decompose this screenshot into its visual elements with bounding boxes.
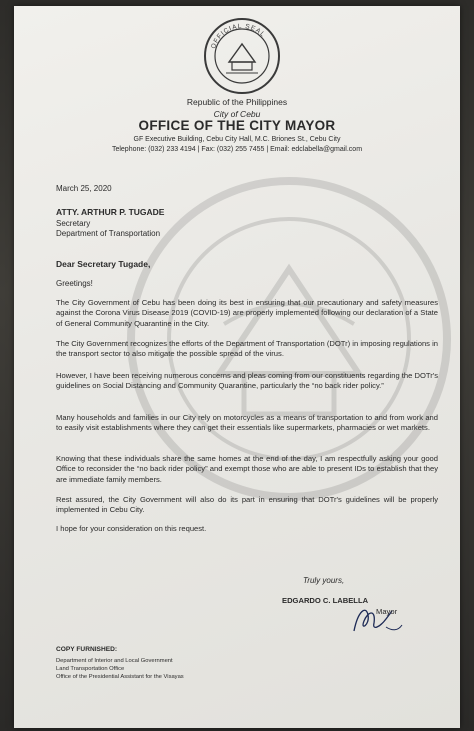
greeting: Greetings!	[56, 279, 93, 288]
body-paragraph: I hope for your consideration on this request.	[56, 524, 207, 533]
salutation: Dear Secretary Tugade,	[56, 259, 151, 269]
signatory-title: Mayor	[376, 607, 398, 616]
body-paragraph: Many households and families in our City rely on motorcycles as a means of transportation to and from work and to easily visit establishments where they can get their essentials like supermarkets, pharmacies or wet markets.	[56, 413, 438, 433]
letterhead-country: Republic of the Philippines	[186, 97, 288, 107]
recipient-department: Department of Transportation	[56, 229, 161, 238]
copy-furnished-item: Land Transportation Office	[56, 666, 125, 672]
official-seal-icon	[202, 16, 282, 96]
letter-date: March 25, 2020	[56, 184, 112, 193]
copy-furnished-item: Office of the Presidential Assistant for the Visayas	[56, 674, 184, 680]
copy-furnished-heading: COPY FURNISHED:	[56, 646, 118, 653]
letterhead-city: City of Cebu	[213, 109, 261, 119]
body-paragraph: However, I have been receiving numerous concerns and pleas coming from our constituents regarding the DOTr's guidelines on Social Distancing and Community Quarantine, particularly the “no back rider policy.”	[56, 371, 438, 391]
letterhead-contact: Telephone: (032) 233 4194 | Fax: (032) 255 7455 | Email: edclabella@gmail.com	[111, 146, 363, 153]
signatory-name: EDGARDO C. LABELLA	[282, 596, 369, 605]
signature-icon	[306, 601, 416, 641]
closing: Truly yours,	[303, 576, 345, 585]
body-paragraph: The City Government recognizes the efforts of the Department of Transportation (DOTr) in imposing regulations in the transport sector to also mitigate the possible spread of the virus.	[56, 339, 438, 359]
body-paragraph: The City Government of Cebu has been doing its best in ensuring that our precautionary and safety measures against the Corona Virus Disease 2019 (COVID-19) are properly implemented following our declaration of a State of General Community Quarantine in the City.	[56, 298, 438, 328]
svg-text:OFFICIAL SEAL: OFFICIAL SEAL	[210, 22, 267, 50]
letterhead-address: GF Executive Building, Cebu City Hall, M.C. Briones St., Cebu City	[133, 136, 341, 143]
recipient-title: Secretary	[56, 219, 91, 228]
letter-page	[14, 6, 460, 728]
letterhead-office: OFFICE OF THE CITY MAYOR	[138, 118, 336, 133]
copy-furnished-item: Department of Interior and Local Government	[56, 658, 173, 664]
body-paragraph: Knowing that these individuals share the same homes at the end of the day, I am respectfully asking your good Office to reconsider the “no back rider policy” and exempt those who are able to present IDs to establish that they are immediate family members.	[56, 454, 438, 484]
body-paragraph: Rest assured, the City Government will also do its part in ensuring that DOTr's guidelines will be properly implemented in Cebu City.	[56, 495, 438, 515]
recipient-name: ATTY. ARTHUR P. TUGADE	[56, 207, 165, 217]
